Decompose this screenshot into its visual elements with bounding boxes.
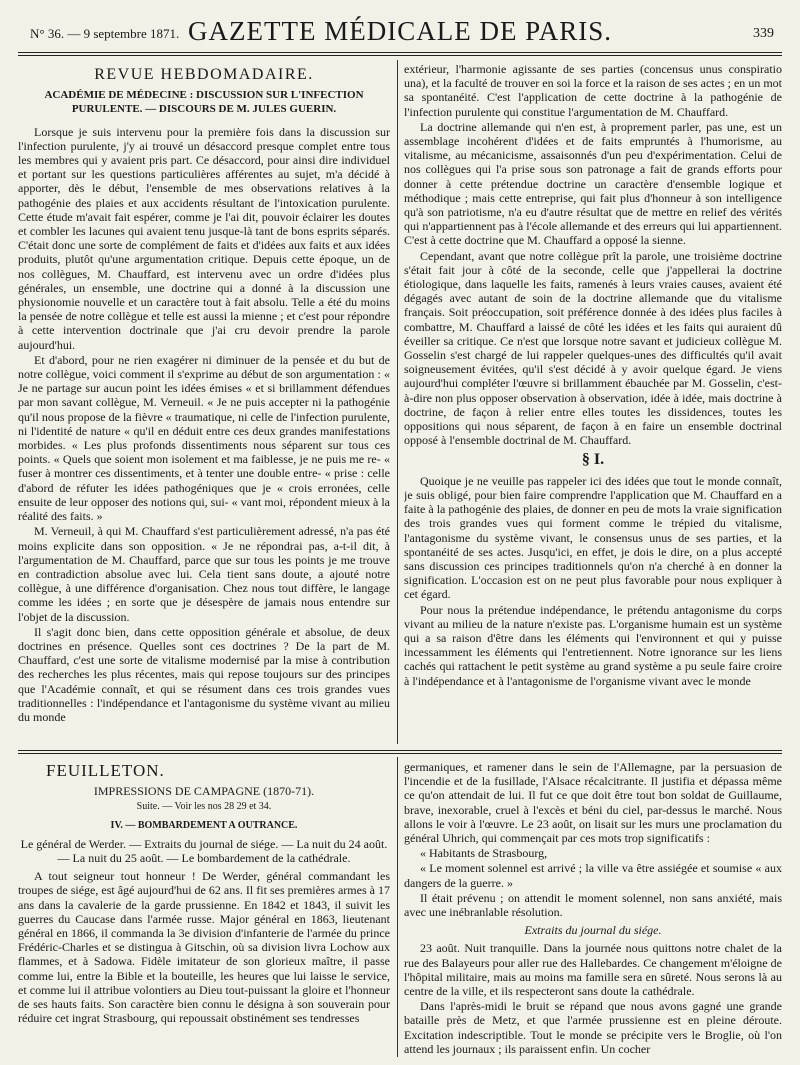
feuilleton-chapter: IV. — BOMBARDEMENT A OUTRANCE. <box>110 819 298 831</box>
revue-paragraph: Et d'abord, pour ne rien exagérer ni diminuer de la pensée et du but de notre collègue, voici comment il s'exprime au début de son argumentation : « Je ne partage sur aucun point les idées émises « et si brillamment défendues par mon savant collègue, M. Verneuil. « Je ne puis accepter ni la pathogénie qu'il nous propose de la fièvre « traumatique, ni celle de l'infection purulente, ni l'identité de nature « qu'il en déduit entre ces deux grandes manifestations morbides. « Les plus profonds dissentiments nous séparent sur tous ces points. « Quels que soient mon isolement et ma faiblesse, je ne puis me re- « fuser à montrer ces dissentiments, et à tenter une double entre- « prise : celle d'abord de réfuter les idées pathogéniques que je « crois erronées, celle ensuite de leur opposer des notions qui, sui- « vant moi, répondent mieux à la réalité des faits. » <box>18 352 390 524</box>
page-number: 339 <box>753 26 774 41</box>
feuilleton-subtitle: IMPRESSIONS DE CAMPAGNE (1870-71). <box>93 784 315 799</box>
revue-paragraph: Pour nous la prétendue indépendance, le prétendu antagonisme du corps vivant au milieu de la nature n'existe pas. L'organisme humain est un système qui a sa raison d'être dans les éléments qui l'environnent et qui y puisse incessamment les éléments qui l'entretiennent. Notre ignorance sur les liens cachés qui rattachent le petit système au grand système a pu seule faire croire à l'indépendance et à l'antagonisme de l'organisme vivant avec le monde <box>404 602 782 688</box>
proclamation-quote: « Le moment solennel est arrivé ; la ville va être assiégée et soumise « aux dangers de la guerre. » <box>404 861 782 890</box>
feuilleton-paragraph: 23 août. Nuit tranquille. Dans la journée nous quittons notre chalet de la rue des Balayeurs pour aller rue des Hallebardes. Ce changement m'éloigne de l'hôpital militaire, mais au moins ma famille sera en sûreté. Nous serons là au centre de la ville, et ils respecteront sans doute la cathédrale. <box>404 941 782 999</box>
masthead-rule-2 <box>18 55 782 56</box>
feuilleton-rule-2 <box>18 753 782 754</box>
feuilleton-paragraph: A tout seigneur tout honneur ! De Werder, général commandant les troupes de siége, est âgé aujourd'hui de 62 ans. Il fit ses premières armes à 17 ans dans la cavalerie de la garde prussienne. En 1842 et 1843, il suivit les guerres du Caucase dans l'armée russe. Major général en 1863, lieutenant général en 1866, il commanda la 3e division d'infanterie de l'armée du prince Frédéric-Charles et se distingua à Gitschin, où sa division livra Lochow aux flammes, et à Sadowa. Fidèle imitateur de son glorieux maître, il passe comme lui, entre la Bible et la bouteille, les heures que lui laisse le service, et comme lui il attribue volontiers au Dieu tout-puissant la gloire et l'honneur de ses hauts faits. Son caractère bien connu le désigna à son souverain pour réduire cet ingrat Strasbourg, qui repoussait obstinément ses tendresses <box>18 869 390 1026</box>
feuilleton-column-right <box>404 760 782 1060</box>
column-divider <box>397 757 398 1057</box>
newspaper-title: GAZETTE MÉDICALE DE PARIS. <box>188 16 612 46</box>
revue-column-right <box>404 62 782 744</box>
revue-paragraph: La doctrine allemande qui n'en est, à proprement parler, pas une, est un assemblage incohérent d'idées et de faits empruntés à l'humorisme, au vitalisme, au mécanicisme, assaisonnés d'un peu d'expérimentation. Celui de nos collègues qui l'a prise sous son patronage a fait de grands efforts pour donner à cette prétendue doctrine un caractère d'ensemble logique et méthodique ; mais cette entreprise, qui fait plus d'honneur à son intelligence qu'à son patriotisme, n'a eu d'autre résultat que de mettre en relief des vérités qui n'appartiennent pas à l'école allemande et des erreurs qui lui appartiennent. C'est à cette doctrine que M. Chauffard a opposé la sienne. <box>404 119 782 248</box>
proclamation-quote: « Habitants de Strasbourg, <box>420 846 548 861</box>
masthead-rule <box>18 52 782 53</box>
feuilleton-title: FEUILLETON. <box>46 761 165 780</box>
feuilleton-rule <box>18 750 782 751</box>
revue-paragraph: Cependant, avant que notre collègue prît la parole, une troisième doctrine s'était fait jour à côté de la seconde, celle que j'appellerai la doctrine étiologique, dans laquelle les faits, ramenés à leurs vraies causes, avaient été dégagés avec autant de soin de la doctrine allemande que du vitalisme français. Soit préoccupation, soit préférence donnée à des idées plus faciles à combattre, M. Chauffard a laissé de côté les idées et les faits qui auraient dû éveiller sa critique. Ce n'est que lorsque notre savant et judicieux collègue M. Gosselin s'est chargé de lui rappeler quelques-unes des difficultés qu'il avait soigneusement évitées, qu'il s'est décidé à y avoir quelque égard. Je viens aujourd'hui compléter l'œuvre si brillamment ébauchée par M. Gosselin, c'est-à-dire non plus opposer observation à observation, idée à idée, mais doctrine à doctrine, de façon à relier entre elles toutes les dissidences, toutes les oppositions qui nous séparent, de façon à en faire un ensemble doctrinal opposé à l'ensemble doctrinal de M. Chauffard. <box>404 248 782 448</box>
feuilleton-suite: Suite. — Voir les nos 28 29 et 34. <box>136 801 272 813</box>
revue-paragraph: M. Verneuil, à qui M. Chauffard s'est particulièrement adressé, n'a pas été moins explicite dans son opposition. « Je ne répondrai pas, a-t-il dit, à l'argumentation de M. Chauffard, parce que sur tous les points je me trouve en contradiction absolue avec lui. Cela tient sans doute, a ajouté notre collègue, à une différence d'organisation. Chez nous tout diffère, le langage comme les idées ; en sorte que je désespère de jamais nous entendre sur l'objet de la discussion. <box>18 524 390 624</box>
feuilleton-column <box>18 760 390 1060</box>
extraits-heading: Extraits du journal du siége. <box>524 923 662 938</box>
revue-paragraph: Quoique je ne veuille pas rappeler ici des idées que tout le monde connaît, je suis obligé, pour bien faire comprendre l'application que M. Chauffard en a faite à la pathogénie des plaies, de donner en peu de mots la vraie signification des trois grandes vues qui forment comme le trépied du vitalisme, l'antagonisme du système vivant, le consensus unus de ses parties, et la spontanéité de ses actes. Jusqu'ici, en effet, je dois le dire, on a plus accepté sans discussion ces principes traditionnels qu'on n'a cherché à en donner la signification. L'occasion est on ne peut plus favorable pour nous expliquer à cet égard. <box>404 473 782 602</box>
revue-subtitle: ACADÉMIE DE MÉDECINE : DISCUSSION SUR L'INFECTION PURULENTE. — DISCOURS DE M. JULES GUERIN. <box>44 89 364 116</box>
masthead <box>18 14 782 50</box>
revue-title: REVUE HEBDOMADAIRE. <box>94 66 314 83</box>
revue-paragraph: extérieur, l'harmonie agissante de ses parties (concensus unus conspiratio una), et la faculté de trouver en soi la force et la raison de ses actes ; en un mot sa spontanéité. C'est l'application de cette doctrine à la pathogénie de l'infection purulente qui constitue l'argumentation de M. Chauffard. <box>404 62 782 119</box>
feuilleton-paragraph: germaniques, et ramener dans le sein de l'Allemagne, par la persuasion de l'incendie et de la fusillade, l'Alsace récalcitrante. Il justifia et dépassa même ce qu'on attendait de lui. Il fut ce que doit être tout bon soldat de Guillaume, brave, inexorable, cruel à l'excès et béni du ciel, par-dessus le marché. Nous allons le voir à l'œuvre. Le 23 août, on lisait sur les murs une proclamation du général Uhrich, qui commençait par ces mots trop significatifs : <box>404 760 782 846</box>
section-mark: § I. <box>581 451 605 469</box>
revue-paragraph: Il s'agit donc bien, dans cette opposition générale et absolue, de deux doctrines en présence. Quelles sont ces doctrines ? De la part de M. Chauffard, c'est une sorte de vitalisme modernisé par la mise à contribution des recherches les plus récentes, mais qui repose toujours sur des principes que l'Académie connaît, et qui se résument dans ces trois grandes vues traditionnelles : l'indépendance et l'antagonisme du système vivant au milieu du monde <box>18 624 390 724</box>
issue-line: N° 36. — 9 septembre 1871. <box>30 26 180 41</box>
column-divider <box>397 60 398 744</box>
revue-column <box>18 62 390 744</box>
revue-paragraph: Lorsque je suis intervenu pour la première fois dans la discussion sur l'infection purulente, j'y ai trouvé un désaccord presque complet entre tous les membres qui y avaient pris part. Ce désaccord, pour ainsi dire individuel et portant sur les questions particulières afférentes au sujet, m'a décidé à apporter, dès le début, l'ensemble de mes observations relatives à la pathogénie des plaies et aux accidents résultant de l'intoxication purulente. Cette étude m'avait fait espérer, comme je l'ai dit, pouvoir éclairer les doutes et combler les lacunes qui avaient tenu jusque-là tant de bons esprits séparés. C'était donc une sorte de complément de faits et d'idées aux faits et aux idées produits, plutôt qu'une argumentation critique. Depuis cette époque, un de nos collègues, M. Chauffard, est intervenu avec un ordre d'idées plus générales, un ensemble, une doctrine qui a donné à la discussion une physionomie nouvelle et un caractère tout à fait absolu. Telle a été du moins la pensée de notre collègue et telle est aussi la mienne ; et c'est pour répondre à cette intervention doctrinale que j'ai cru devoir prendre la parole aujourd'hui. <box>18 124 390 352</box>
feuilleton-paragraph: Il était prévenu ; on attendit le moment solennel, non sans anxiété, mais avec une inébranlable résolution. <box>404 890 782 920</box>
feuilleton-paragraph: Dans l'après-midi le bruit se répand que nous avons gagné une grande bataille près de Metz, et que l'armée prussienne est en pleine déroute. Excitation indescriptible. Tout le monde se précipite vers le Broglie, où l'on attend les journaux ; ils paraissent enfin. Un cocher <box>404 999 782 1056</box>
feuilleton-intro: Le général de Werder. — Extraits du journal de siége. — La nuit du 24 août. — La nuit du 25 août. — Le bombardement de la cathédrale. <box>20 836 388 866</box>
